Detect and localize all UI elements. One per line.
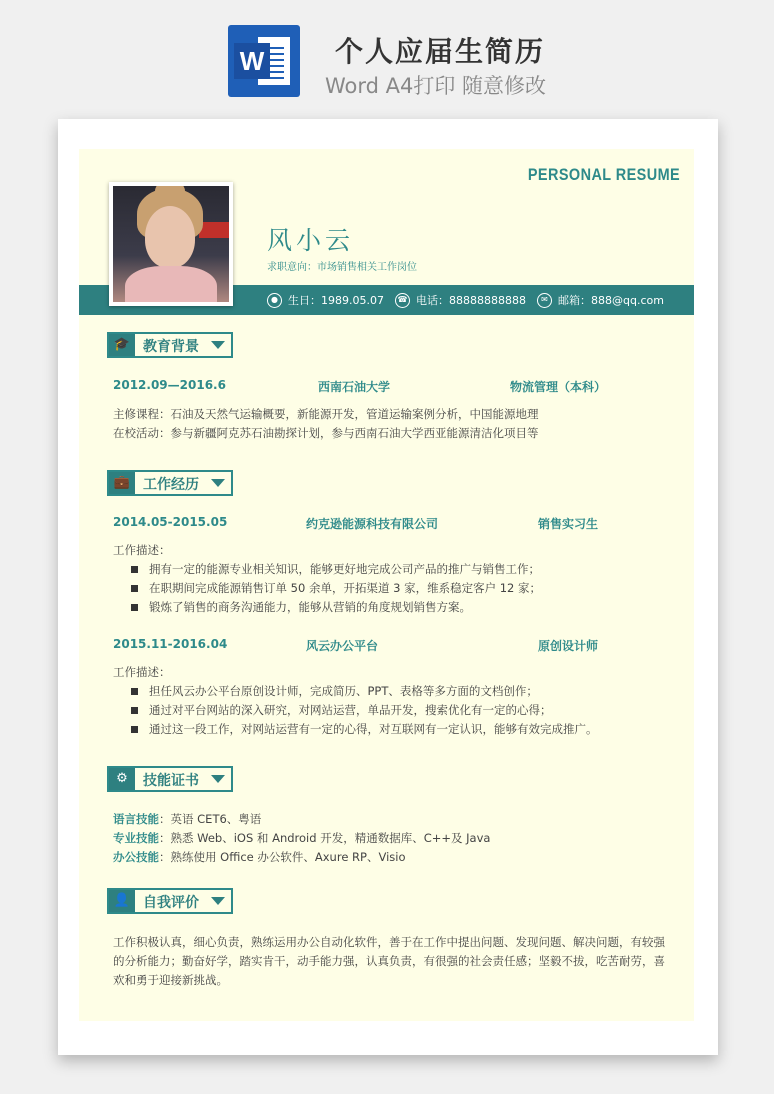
person-icon: 👤 [109,890,135,912]
chevron-down-icon [211,775,225,783]
list-item: 通过这一段工作，对网站运营有一定的心得，对互联网有一定认识，能够有效完成推广。 [131,720,671,739]
list-item: 通过对平台网站的深入研究，对网站运营，单品开发，搜索优化有一定的心得； [131,701,671,720]
skill-professional: 专业技能：熟悉 Web、iOS 和 Android 开发，精通数据库、C++及 Java [113,831,491,845]
contact-birthday [267,292,384,308]
education-activities: 在校活动：参与新疆阿克苏石油勘探计划，参与西南石油大学西亚能源清洁化项目等 [113,426,539,440]
contact-phone [395,292,526,308]
gear-icon: ⚙ [109,768,135,790]
chevron-down-icon [211,479,225,487]
section-skills [107,766,233,792]
phone-text: 电话：88888888888 [416,294,526,307]
banner-subtitle: Word A4打印 随意修改 [325,74,547,98]
job-bullets [131,682,671,739]
job-company: 风云办公平台 [306,639,379,653]
education-period: 2012.09—2016.6 [113,378,226,392]
user-circle-icon: ● [267,293,282,308]
skill-office: 办公技能：熟练使用 Office 办公软件、Axure RP、Visio [113,850,406,864]
personal-resume-heading: PERSONAL RESUME [527,165,680,184]
section-work [107,470,233,496]
job-intent: 求职意向：市场销售相关工作岗位 [267,262,417,273]
section-title: 教育背景 [143,339,199,355]
section-title: 技能证书 [143,773,199,789]
section-self-eval [107,888,233,914]
job-bullets [131,560,671,617]
skills-list [113,810,673,867]
section-education [107,332,233,358]
contact-email [537,292,664,308]
job-period: 2015.11-2016.04 [113,637,228,651]
section-title: 工作经历 [143,477,199,493]
phone-icon: ☎ [395,293,410,308]
job-desc-label: 工作描述： [113,665,171,679]
list-item: 担任风云办公平台原创设计师，完成简历、PPT、表格等多方面的文档创作； [131,682,671,701]
chevron-down-icon [211,897,225,905]
job-position: 原创设计师 [538,639,599,653]
education-details [113,405,673,443]
education-school: 西南石油大学 [318,380,391,394]
list-item: 锻炼了销售的商务沟通能力，能够从营销的角度规划销售方案。 [131,598,671,617]
birthday-text: 生日：1989.05.07 [288,294,384,307]
job-desc-label: 工作描述： [113,543,171,557]
word-letter: W [234,43,270,79]
graduation-cap-icon: 🎓 [109,334,135,356]
job-position: 销售实习生 [538,517,599,531]
job-company: 约克逊能源科技有限公司 [306,517,439,531]
section-title: 自我评价 [143,895,199,911]
email-text: 邮箱：888@qq.com [558,294,664,307]
skill-language: 语言技能：英语 CET6、粤语 [113,812,262,826]
education-courses: 主修课程：石油及天然气运输概要，新能源开发，管道运输案例分析，中国能源地理 [113,407,539,421]
self-eval-text: 工作积极认真，细心负责，熟练运用办公自动化软件，善于在工作中提出问题、发现问题、解决问题，有较强的分析能力；勤奋好学，踏实肯干，动手能力强，认真负责，有很强的社会责任感；坚毅不拔，吃苦耐劳，喜欢和勇于迎接新挑战。 [113,935,665,987]
resume-paper [58,119,718,1055]
briefcase-icon: 💼 [109,472,135,494]
chevron-down-icon [211,341,225,349]
education-major: 物流管理（本科） [510,380,607,394]
job-period: 2014.05-2015.05 [113,515,228,529]
profile-photo [109,182,233,306]
mail-icon: ✉ [537,293,552,308]
candidate-name: 风小云 [267,226,355,255]
banner-title: 个人应届生简历 [335,35,546,68]
list-item: 在职期间完成能源销售订单 50 余单，开拓渠道 3 家，维系稳定客户 12 家； [131,579,671,598]
word-logo-icon [228,25,300,97]
list-item: 拥有一定的能源专业相关知识，能够更好地完成公司产品的推广与销售工作； [131,560,671,579]
resume-body [79,149,694,1021]
